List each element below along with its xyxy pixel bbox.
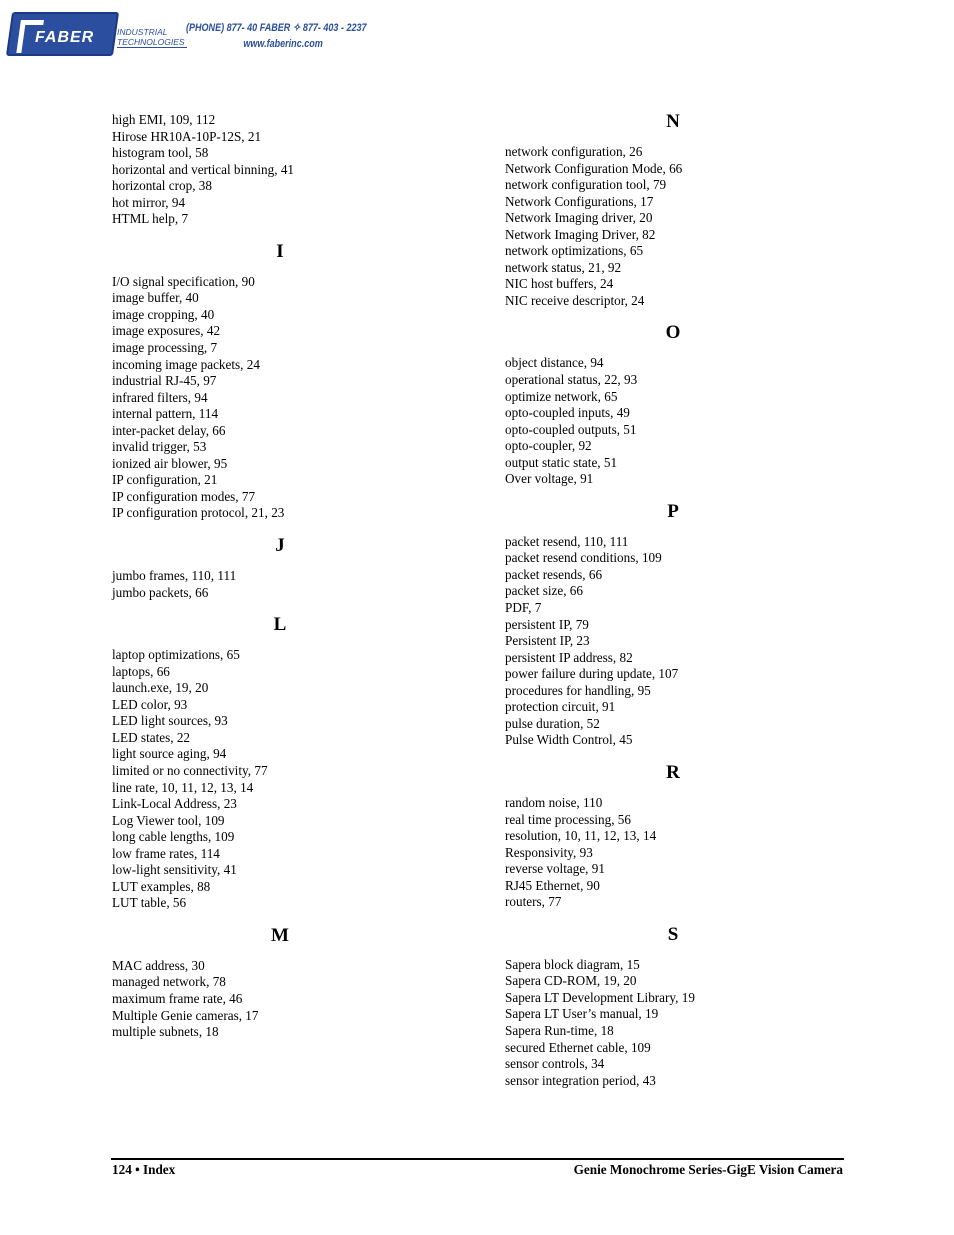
footer-page-label: 124 • Index — [112, 1162, 176, 1177]
index-letter-heading: S — [667, 923, 679, 945]
index-entry: sensor controls, 34 — [505, 1056, 605, 1072]
index-entry: Network Configuration Mode, 66 — [505, 160, 683, 176]
index-entry: hot mirror, 94 — [112, 194, 186, 210]
index-entry: histogram tool, 58 — [112, 145, 209, 161]
index-entry: packet resend, 110, 111 — [505, 533, 629, 549]
index-letter-heading: I — [276, 240, 284, 262]
index-entry: Sapera block diagram, 15 — [505, 956, 640, 972]
index-entry: Sapera LT Development Library, 19 — [505, 989, 695, 1005]
footer-document-title: Genie Monochrome Series-GigE Vision Camera — [573, 1162, 843, 1177]
index-entry: MAC address, 30 — [112, 957, 205, 973]
index-entry: Persistent IP, 23 — [505, 633, 590, 649]
header-website: www.faberinc.com — [243, 38, 323, 50]
index-entry: Pulse Width Control, 45 — [505, 732, 633, 748]
index-entry: network status, 21, 92 — [505, 259, 622, 275]
index-entry: reverse voltage, 91 — [505, 861, 605, 877]
index-entry: persistent IP address, 82 — [505, 649, 633, 665]
index-entry: packet resends, 66 — [505, 566, 603, 582]
index-entry: long cable lengths, 109 — [112, 829, 235, 845]
index-entry: real time processing, 56 — [505, 811, 631, 827]
index-entry: packet size, 66 — [505, 583, 583, 599]
index-entry: jumbo frames, 110, 111 — [112, 568, 237, 584]
index-entry: image exposures, 42 — [112, 323, 221, 339]
index-column-left — [112, 112, 452, 1041]
index-entry: LUT examples, 88 — [112, 878, 211, 894]
index-entry: optimize network, 65 — [505, 388, 618, 404]
index-entry: persistent IP, 79 — [505, 616, 589, 632]
index-entry: IP configuration, 21 — [112, 472, 218, 488]
index-entry: NIC host buffers, 24 — [505, 276, 614, 292]
index-letter-heading: R — [666, 761, 680, 783]
index-entry: opto-coupler, 92 — [505, 438, 592, 454]
index-letter-heading: L — [273, 614, 287, 636]
index-entry: laptops, 66 — [112, 663, 170, 679]
index-entry: launch.exe, 19, 20 — [112, 680, 209, 696]
index-entry: multiple subnets, 18 — [112, 1024, 219, 1040]
index-entry: internal pattern, 114 — [112, 406, 219, 422]
index-entry: Network Imaging Driver, 82 — [505, 226, 656, 242]
index-entry: IP configuration protocol, 21, 23 — [112, 505, 285, 521]
index-entry: routers, 77 — [505, 894, 562, 910]
index-entry: RJ45 Ethernet, 90 — [505, 877, 600, 893]
header-phone: (PHONE) 877- 40 FABER ✧ 877- 403 - 2237 — [186, 22, 367, 34]
index-entry: Sapera CD-ROM, 19, 20 — [505, 973, 637, 989]
index-entry: power failure during update, 107 — [505, 666, 679, 682]
index-entry: PDF, 7 — [505, 600, 542, 616]
index-entry: packet resend conditions, 109 — [505, 550, 662, 566]
index-entry: infrared filters, 94 — [112, 389, 208, 405]
index-letter-heading: M — [271, 924, 289, 946]
index-entry: maximum frame rate, 46 — [112, 990, 243, 1006]
index-entry: network configuration tool, 79 — [505, 177, 667, 193]
index-letter-heading: O — [665, 322, 681, 344]
index-entry: Responsivity, 93 — [505, 844, 593, 860]
index-entry: LED light sources, 93 — [112, 713, 228, 729]
index-entry: laptop optimizations, 65 — [112, 647, 240, 663]
index-entry: Multiple Genie cameras, 17 — [112, 1007, 259, 1023]
index-entry: Network Configurations, 17 — [505, 193, 654, 209]
index-entry: inter-packet delay, 66 — [112, 422, 226, 438]
index-letter-heading: N — [666, 111, 680, 132]
index-entry: object distance, 94 — [505, 355, 604, 371]
index-entry: high EMI, 109, 112 — [112, 112, 216, 127]
index-entry: low frame rates, 114 — [112, 845, 220, 861]
index-entry: managed network, 78 — [112, 974, 226, 990]
index-entry: image cropping, 40 — [112, 306, 215, 322]
index-entry: light source aging, 94 — [112, 746, 227, 762]
index-entry: LED color, 93 — [112, 696, 188, 712]
index-column-right — [505, 112, 845, 1089]
index-entry: Network Imaging driver, 20 — [505, 210, 653, 226]
header-contact — [186, 20, 367, 52]
logo-subtitle: INDUSTRIAL TECHNOLOGIES — [117, 27, 185, 47]
index-entry: sensor integration period, 43 — [505, 1072, 656, 1088]
index-entry: ionized air blower, 95 — [112, 455, 228, 471]
index-entry: low-light sensitivity, 41 — [112, 862, 237, 878]
index-entry: HTML help, 7 — [112, 211, 189, 227]
index-entry: image processing, 7 — [112, 340, 218, 356]
index-entry: network optimizations, 65 — [505, 243, 644, 259]
index-entry: I/O signal specification, 90 — [112, 273, 255, 289]
logo-text: FABER — [35, 29, 95, 46]
index-entry: industrial RJ-45, 97 — [112, 373, 217, 389]
company-logo — [9, 12, 185, 58]
index-entry: Sapera LT User’s manual, 19 — [505, 1006, 659, 1022]
index-entry: output static state, 51 — [505, 454, 618, 470]
index-entry: resolution, 10, 11, 12, 13, 14 — [505, 828, 657, 844]
index-entry: network configuration, 26 — [505, 144, 643, 159]
index-entry: LED states, 22 — [112, 729, 191, 745]
index-entry: Sapera Run-time, 18 — [505, 1022, 614, 1038]
index-entry: limited or no connectivity, 77 — [112, 762, 268, 778]
index-letter-heading: J — [275, 535, 285, 557]
index-entry: incoming image packets, 24 — [112, 356, 260, 372]
index-entry: procedures for handling, 95 — [505, 682, 651, 698]
index-entry: random noise, 110 — [505, 794, 603, 810]
index-entry: pulse duration, 52 — [505, 715, 600, 731]
index-letter-heading: P — [667, 500, 679, 522]
index-entry: opto-coupled inputs, 49 — [505, 405, 630, 421]
index-entry: Hirose HR10A-10P-12S, 21 — [112, 128, 262, 144]
index-entry: Over voltage, 91 — [505, 471, 594, 487]
index-entry: invalid trigger, 53 — [112, 439, 207, 455]
index-entry: LUT table, 56 — [112, 895, 187, 911]
index-entry: secured Ethernet cable, 109 — [505, 1039, 651, 1055]
index-entry: IP configuration modes, 77 — [112, 488, 256, 504]
index-entry: image buffer, 40 — [112, 290, 199, 306]
index-entry: Link-Local Address, 23 — [112, 796, 237, 812]
index-entry: horizontal and vertical binning, 41 — [112, 161, 295, 177]
index-entry: horizontal crop, 38 — [112, 178, 212, 194]
index-entry: NIC receive descriptor, 24 — [505, 292, 645, 308]
index-entry: operational status, 22, 93 — [505, 372, 638, 388]
index-entry: line rate, 10, 11, 12, 13, 14 — [112, 779, 254, 795]
footer-rule — [111, 1158, 844, 1160]
index-entry: protection circuit, 91 — [505, 699, 616, 715]
index-entry: jumbo packets, 66 — [112, 584, 209, 600]
index-entry: opto-coupled outputs, 51 — [505, 421, 637, 437]
index-entry: Log Viewer tool, 109 — [112, 812, 225, 828]
